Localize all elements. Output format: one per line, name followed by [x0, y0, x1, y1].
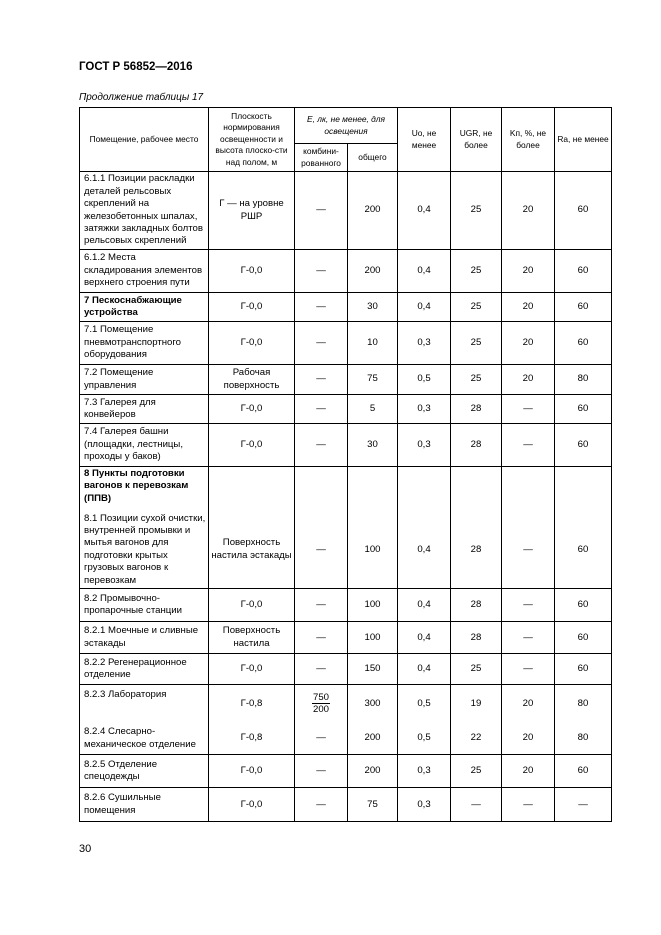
cell-room: 8.2.4 Слесарно-механическое отделение — [80, 723, 209, 755]
table-row — [80, 322, 612, 365]
cell-combined: — — [295, 172, 348, 250]
table-row — [80, 365, 612, 395]
cell-plane: Г-0,0 — [209, 654, 295, 685]
cell-kp: 20 — [502, 293, 555, 322]
cell-ugr: 19 — [451, 685, 502, 723]
cell-room: 7.4 Галерея башни (площадки, лестницы, проходы у баков) — [80, 424, 209, 467]
cell-uo: 0,3 — [398, 755, 451, 788]
fraction-denominator: 200 — [312, 704, 329, 716]
cell-plane: Поверхность настила эстакады — [209, 512, 295, 589]
cell-combined: — — [295, 365, 348, 395]
cell-general: 10 — [348, 322, 398, 365]
document-header: ГОСТ Р 56852—2016 — [79, 61, 193, 73]
cell-kp: — — [502, 395, 555, 424]
cell-plane: Г-0,0 — [209, 424, 295, 467]
cell-ra: 60 — [555, 293, 612, 322]
cell-room: 8.2.2 Регенерационное отделение — [80, 654, 209, 685]
cell-ra: 80 — [555, 723, 612, 755]
header-ugr: UGR, не более — [451, 108, 502, 172]
cell-uo: 0,5 — [398, 723, 451, 755]
cell-plane: Г-0,0 — [209, 322, 295, 365]
cell-uo: 0,5 — [398, 685, 451, 723]
cell-room: 7 Пескоснабжающие устройства — [80, 293, 209, 322]
cell-kp: — — [502, 622, 555, 654]
cell-general: 100 — [348, 512, 398, 589]
cell-room: 8.2.6 Сушильные помещения — [80, 788, 209, 822]
cell-kp: — — [502, 788, 555, 822]
cell-plane: Г-0,0 — [209, 755, 295, 788]
cell-general: 150 — [348, 654, 398, 685]
combined-fraction — [312, 692, 330, 716]
cell-uo: 0,4 — [398, 654, 451, 685]
cell-uo: 0,3 — [398, 395, 451, 424]
cell-room: 8.1 Позиции сухой очистки, внутренней промывки и мытья вагонов для подготовки крытых грузовых вагонов к перевозкам — [80, 512, 209, 589]
cell-kp: 20 — [502, 172, 555, 250]
cell-kp — [502, 467, 555, 512]
header-room: Помещение, рабочее место — [80, 108, 209, 172]
cell-combined: — — [295, 622, 348, 654]
cell-ra: 60 — [555, 172, 612, 250]
cell-ra: 60 — [555, 395, 612, 424]
fraction-numerator: 750 — [312, 691, 329, 703]
cell-ra: 60 — [555, 755, 612, 788]
cell-uo: 0,5 — [398, 365, 451, 395]
cell-room: 7.3 Галерея для конвейеров — [80, 395, 209, 424]
cell-kp: — — [502, 424, 555, 467]
cell-plane: Рабочая поверхность — [209, 365, 295, 395]
cell-ra: 60 — [555, 322, 612, 365]
cell-general — [348, 467, 398, 512]
cell-combined: — — [295, 512, 348, 589]
cell-ra: 60 — [555, 622, 612, 654]
header-uo: Uo, не менее — [398, 108, 451, 172]
cell-combined: — — [295, 250, 348, 293]
cell-ra: 60 — [555, 250, 612, 293]
cell-ra: — — [555, 788, 612, 822]
cell-general: 200 — [348, 723, 398, 755]
cell-room: 7.1 Помещение пневмотранспортного оборудования — [80, 322, 209, 365]
table-row — [80, 723, 612, 755]
cell-room: 6.1.1 Позиции раскладки деталей рельсовых скреплений на железобетонных шпалах, затяжки закладных болтов рельсовых скреплений — [80, 172, 209, 250]
cell-general: 200 — [348, 250, 398, 293]
cell-plane: Г-0,0 — [209, 589, 295, 622]
cell-uo: 0,4 — [398, 512, 451, 589]
cell-combined: — — [295, 654, 348, 685]
table-row — [80, 755, 612, 788]
table-row — [80, 395, 612, 424]
cell-plane: Г — на уровне РШР — [209, 172, 295, 250]
cell-room: 7.2 Помещение управления — [80, 365, 209, 395]
cell-general: 30 — [348, 424, 398, 467]
cell-ugr: 25 — [451, 755, 502, 788]
cell-general: 300 — [348, 685, 398, 723]
table-row — [80, 467, 612, 512]
cell-general: 75 — [348, 788, 398, 822]
cell-combined: — — [295, 322, 348, 365]
cell-combined — [295, 467, 348, 512]
cell-combined: — — [295, 395, 348, 424]
table-row — [80, 788, 612, 822]
cell-kp: 20 — [502, 322, 555, 365]
cell-kp: — — [502, 589, 555, 622]
cell-ugr: 28 — [451, 424, 502, 467]
cell-plane: Поверхность настила — [209, 622, 295, 654]
cell-combined: — — [295, 424, 348, 467]
cell-plane: Г-0,8 — [209, 685, 295, 723]
cell-combined — [295, 685, 348, 723]
cell-uo: 0,4 — [398, 250, 451, 293]
cell-ugr — [451, 467, 502, 512]
table-row — [80, 512, 612, 589]
cell-general: 200 — [348, 755, 398, 788]
cell-kp: 20 — [502, 365, 555, 395]
header-combined: комбини-рованного — [295, 144, 348, 172]
cell-uo — [398, 467, 451, 512]
table-row — [80, 424, 612, 467]
cell-general: 100 — [348, 622, 398, 654]
cell-kp: 20 — [502, 755, 555, 788]
header-plane: Плоскость нормирования освещенности и высота плоско-сти над полом, м — [209, 108, 295, 172]
table-caption: Продолжение таблицы 17 — [79, 92, 204, 103]
cell-general: 5 — [348, 395, 398, 424]
cell-ugr: 28 — [451, 512, 502, 589]
cell-ugr: 25 — [451, 654, 502, 685]
cell-combined: — — [295, 293, 348, 322]
cell-kp: 20 — [502, 723, 555, 755]
cell-kp: — — [502, 654, 555, 685]
cell-uo: 0,3 — [398, 788, 451, 822]
cell-ra — [555, 467, 612, 512]
header-general: общего — [348, 144, 398, 172]
cell-uo: 0,4 — [398, 172, 451, 250]
cell-kp: 20 — [502, 250, 555, 293]
cell-ugr: 25 — [451, 293, 502, 322]
cell-ugr: 28 — [451, 395, 502, 424]
cell-combined: — — [295, 589, 348, 622]
cell-combined: — — [295, 788, 348, 822]
cell-ugr: 28 — [451, 589, 502, 622]
cell-uo: 0,3 — [398, 322, 451, 365]
cell-room: 8.2 Промывочно-пропарочные станции — [80, 589, 209, 622]
cell-uo: 0,4 — [398, 589, 451, 622]
cell-ra: 80 — [555, 685, 612, 723]
cell-room: 8.2.5 Отделение спецодежды — [80, 755, 209, 788]
cell-general: 30 — [348, 293, 398, 322]
header-kp: Kп, %, не более — [502, 108, 555, 172]
page-number: 30 — [79, 843, 92, 855]
header-illuminance-group: E, лк, не менее, для освещения — [295, 108, 398, 144]
cell-general: 75 — [348, 365, 398, 395]
header-ra: Ra, не менее — [555, 108, 612, 172]
cell-ugr: 25 — [451, 172, 502, 250]
cell-combined: — — [295, 755, 348, 788]
table-row — [80, 172, 612, 250]
table-row — [80, 654, 612, 685]
cell-combined: — — [295, 723, 348, 755]
table-row — [80, 685, 612, 723]
cell-ra: 60 — [555, 512, 612, 589]
cell-plane: Г-0,0 — [209, 250, 295, 293]
lighting-norms-table — [79, 107, 612, 822]
cell-ugr: 25 — [451, 322, 502, 365]
table-row — [80, 250, 612, 293]
cell-room: 6.1.2 Места складирования элементов верхнего строения пути — [80, 250, 209, 293]
cell-plane: Г-0,8 — [209, 723, 295, 755]
cell-plane: Г-0,0 — [209, 293, 295, 322]
cell-general: 200 — [348, 172, 398, 250]
cell-room: 8.2.3 Лаборатория — [80, 685, 209, 723]
cell-kp: 20 — [502, 685, 555, 723]
cell-kp: — — [502, 512, 555, 589]
cell-uo: 0,3 — [398, 424, 451, 467]
cell-uo: 0,4 — [398, 622, 451, 654]
cell-ra: 60 — [555, 654, 612, 685]
cell-ugr: — — [451, 788, 502, 822]
cell-general: 100 — [348, 589, 398, 622]
cell-uo: 0,4 — [398, 293, 451, 322]
cell-ugr: 22 — [451, 723, 502, 755]
cell-ra: 60 — [555, 424, 612, 467]
cell-ugr: 28 — [451, 622, 502, 654]
table-row — [80, 293, 612, 322]
cell-plane: Г-0,0 — [209, 395, 295, 424]
cell-ugr: 25 — [451, 250, 502, 293]
cell-ugr: 25 — [451, 365, 502, 395]
table-row — [80, 589, 612, 622]
cell-room: 8 Пункты подготовки вагонов к перевозкам (ППВ) — [80, 467, 209, 512]
cell-room: 8.2.1 Моечные и сливные эстакады — [80, 622, 209, 654]
cell-ra: 80 — [555, 365, 612, 395]
cell-plane: Г-0,0 — [209, 788, 295, 822]
cell-plane — [209, 467, 295, 512]
table-row — [80, 622, 612, 654]
cell-ra: 60 — [555, 589, 612, 622]
